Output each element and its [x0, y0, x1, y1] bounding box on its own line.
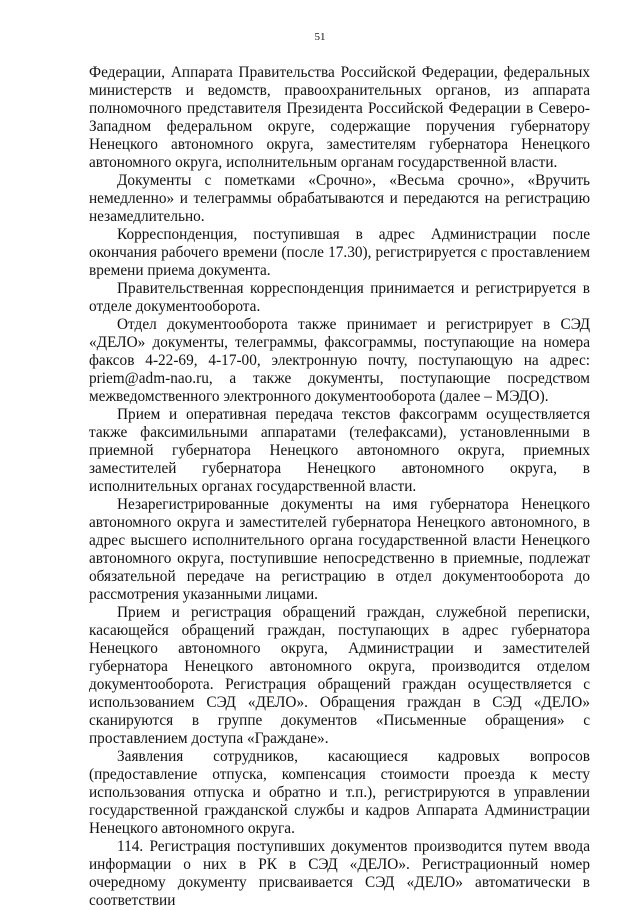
- document-body: [89, 64, 590, 910]
- paragraph-staff-applications: Заявления сотрудников, касающиеся кадровых вопросов (предоставление отпуска, компенсация стоимости проезда к месту использования отпуска и обратно и т.п.), регистрируются в управлении государственной гражданской службы и кадров Аппарата Администрации Ненецкого автономного округа.: [89, 748, 590, 837]
- paragraph-fax-transmission: Прием и оперативная передача текстов факсограмм осуществляется также факсимильными аппаратами (телефаксами), установленными в приемной губернатора Ненецкого автономного округа, приемных заместителей губернатора Ненецкого автономного округа, в исполнительных органах государственной власти.: [89, 406, 590, 495]
- paragraph-urgent-documents: Документы с пометками «Срочно», «Весьма срочно», «Вручить немедленно» и телеграммы обрабатываются и передаются на регистрацию незамедлительно.: [89, 172, 590, 225]
- paragraph-after-hours: Корреспонденция, поступившая в адрес Администрации после окончания рабочего времени (после 17.30), регистрируется с проставлением времени приема документа.: [89, 226, 590, 279]
- page-number: 51: [314, 31, 326, 43]
- paragraph-document-department: Отдел документооборота также принимает и регистрирует в СЭД «ДЕЛО» документы, телеграммы, факсограммы, поступающие на номера факсов 4-22-69, 4-17-00, электронную почту, поступающую на адрес: priem@adm-nao.ru, а также документы, поступающие посредством межведомственного электронного документооборота (далее – МЭДО).: [89, 316, 590, 405]
- paragraph-continuation: Федерации, Аппарата Правительства Российской Федерации, федеральных министерств и ведомств, правоохранительных органов, из аппарата полномочного представителя Президента Российской Федерации в Северо-Западном федеральном округе, содержащие поручения губернатору Ненецкого автономного округа, заместителям губернатора Ненецкого автономного округа, исполнительным органам государственной власти.: [89, 64, 590, 171]
- paragraph-section-114: 114. Регистрация поступивших документов производится путем ввода информации о них в РК в СЭД «ДЕЛО». Регистрационный номер очередному документу присваивается СЭД «ДЕЛО» автоматически в соответствии: [89, 838, 590, 909]
- paragraph-citizen-appeals: Прием и регистрация обращений граждан, служебной переписки, касающейся обращений граждан, поступающих в адрес губернатора Ненецкого автономного округа, Администрации и заместителей губернатора Ненецкого автономного округа, производится отделом документооборота. Регистрация обращений граждан осуществляется с использованием СЭД «ДЕЛО». Обращения граждан в СЭД «ДЕЛО» сканируются в группе документов «Письменные обращения» с проставлением доступа «Граждане».: [89, 604, 590, 747]
- paragraph-unregistered-documents: Незарегистрированные документы на имя губернатора Ненецкого автономного округа и заместителей губернатора Ненецкого автономного, в адрес высшего исполнительного органа государственной власти Ненецкого автономного округа, поступившие непосредственно в приемные, подлежат обязательной передаче на регистрацию в отдел документооборота до рассмотрения указанными лицами.: [89, 496, 590, 603]
- paragraph-government-correspondence: Правительственная корреспонденция принимается и регистрируется в отделе документооборота.: [89, 280, 590, 315]
